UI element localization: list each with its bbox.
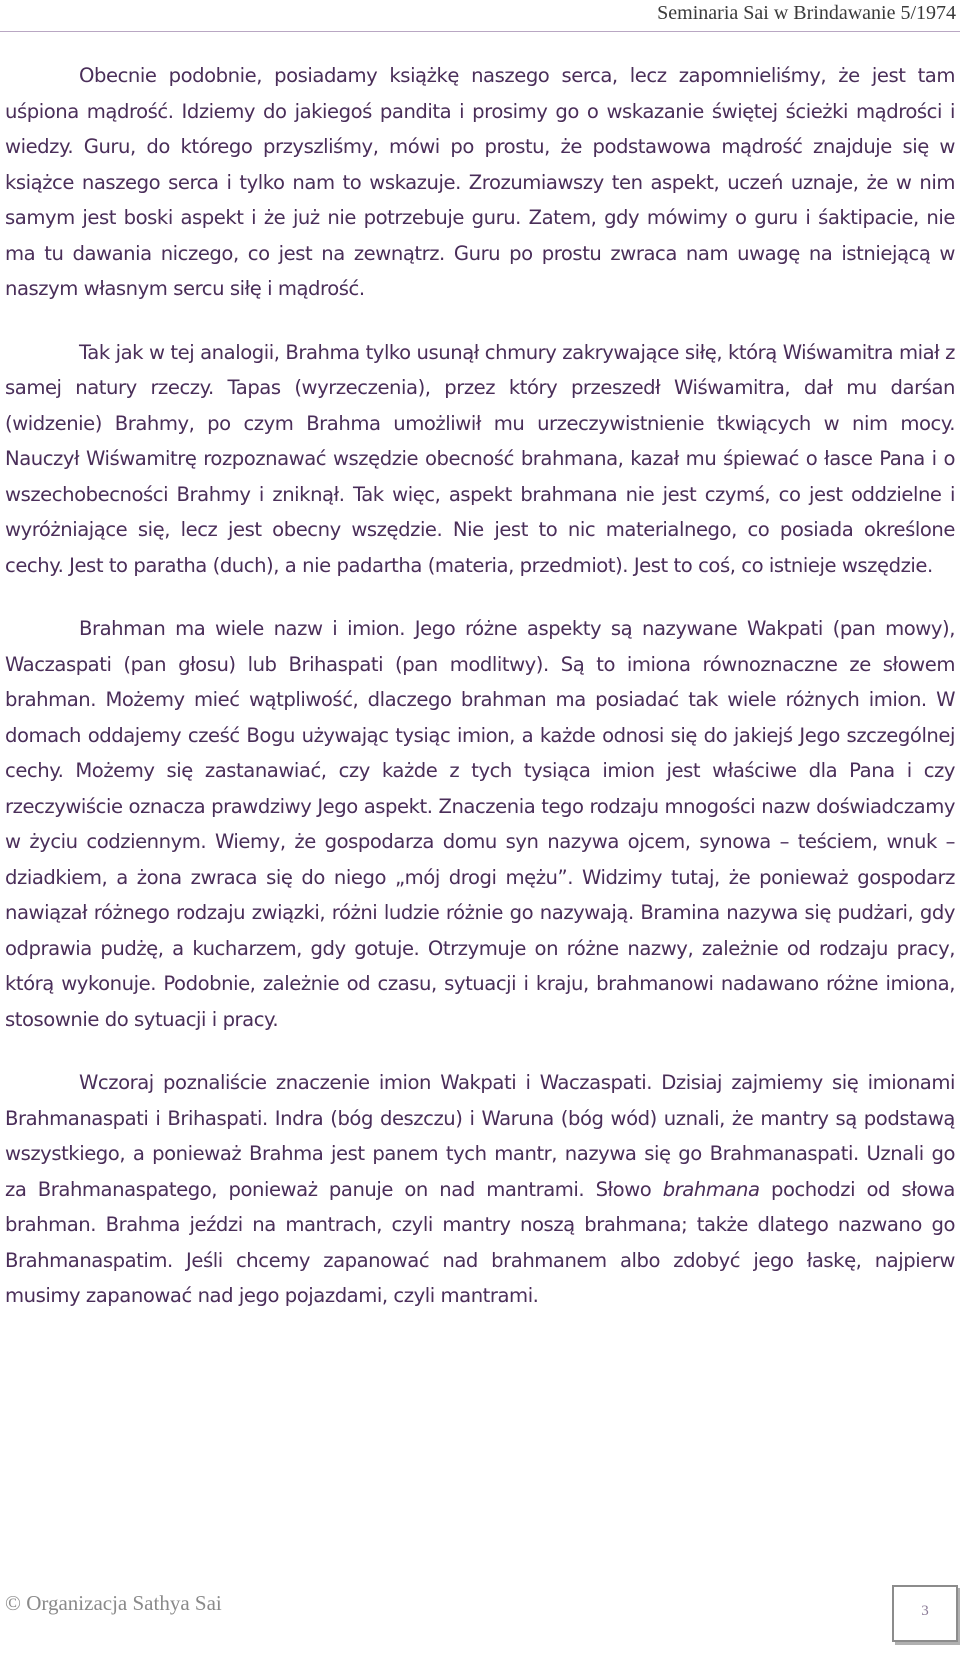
paragraph-3: Brahman ma wiele nazw i imion. Jego różne aspekty są nazywane Wakpati (pan mowy), Waczaspati (pan głosu) lub Brihaspati (pan modlitwy). Są to imiona równoznaczne ze słowem brahman. Możemy mieć wątpliwość, dlaczego brahman ma posiadać tak wiele różnych imion. W domach oddajemy cześć Bogu używając tysiąc imion, a każde odnosi się do jakiejś Jego szczególnej cechy. Możemy się zastanawiać, czy każde z tych tysiąca imion jest właściwe dla Pana i czy rzeczywiście oznacza prawdziwy Jego aspekt. Znaczenia tego rodzaju mnogości nazw doświadczamy w życiu codziennym. Wiemy, że gospodarza domu syn nazywa ojcem, synowa – teściem, wnuk – dziadkiem, a żona zwraca się do niego „mój drogi mężu”. Widzimy tutaj, że ponieważ gospodarz nawiązał różnego rodzaju związki, różni ludzie różnie go nazywają. Bramina nazywa się pudżari, gdy odprawia pudżę, a kucharzem, gdy gotuje. Otrzymuje on różne nazwy, zależnie od rodzaju pracy, którą wykonuje. Podobnie, zależnie od czasu, sytuacji i kraju, brahmanowi nadawano różne imiona, stosownie do sytuacji i pracy. — [5, 617, 955, 1031]
footer-copyright: © Organizacja Sathya Sai — [5, 1591, 222, 1615]
paragraph-4-text-start: Wczoraj poznaliście znaczenie imion Wakpati i Waczaspati. Dzisiaj zajmiemy się imionami Brahmanaspati i Brihaspati. Indra (bóg deszczu) i Waruna (bóg wód) uznali, że mantry są podstawą wszystkiego, a ponieważ Brahma jest panem tych mantr, nazywa się go Brahmanaspati. Uznali go za Brahmanaspatego, ponieważ panuje on nad mantrami. Słowo — [5, 1071, 955, 1201]
paragraph-4-text-end: pochodzi od słowa brahman. Brahma jeździ na mantrach, czyli mantry noszą brahmana; także dlatego nazwano go Brahmanaspatim. Jeśli chcemy zapanować nad brahmanem albo zdobyć jego łaskę, najpierw musimy zapanować nad jego pojazdami, czyli mantrami. — [5, 1177, 955, 1307]
paragraph-4 — [5, 1065, 955, 1314]
paragraph-1: Obecnie podobnie, posiadamy książkę naszego serca, lecz zapomnieliśmy, że jest tam uśpiona mądrość. Idziemy do jakiegoś pandita i prosimy go o wskazanie świętej ścieżki mądrości i wiedzy. Guru, do którego przyszliśmy, mówi po prostu, że podstawowa mądrość znajduje się w książce naszego serca i tylko nam to wskazuje. Zrozumiawszy ten aspekt, uczeń uznaje, że w nim samym jest boski aspekt i że już nie potrzebuje guru. Zatem, gdy mówimy o guru i śaktipacie, nie ma tu dawania niczego, co jest na zewnątrz. Guru po prostu zwraca nam uwagę na istniejącą w naszym własnym sercu siłę i mądrość. — [5, 64, 955, 300]
header-divider — [0, 31, 960, 32]
italic-term-brahmana: brahmana — [662, 1177, 760, 1201]
header-title: Seminaria Sai w Brindawanie 5/1974 — [657, 2, 956, 24]
page-number-box — [892, 1585, 958, 1642]
paragraph-2: Tak jak w tej analogii, Brahma tylko usunął chmury zakrywające siłę, którą Wiśwamitra miał z samej natury rzeczy. Tapas (wyrzeczenia), przez który przeszedł Wiśwamitra, dał mu darśan (widzenie) Brahmy, po czym Brahma umożliwił mu urzeczywistnienie tkwiących w nim mocy. Nauczył Wiśwamitrę rozpoznawać wszędzie obecność brahmana, kazał mu śpiewać o łasce Pana i o wszechobecności Brahmy i zniknął. Tak więc, aspekt brahmana nie jest czymś, co jest oddzielne i wyróżniające się, lecz jest obecny wszędzie. Nie jest to nic materialnego, co posiada określone cechy. Jest to paratha (duch), a nie padartha (materia, przedmiot). Jest to coś, co istnieje wszędzie. — [5, 340, 955, 577]
document-body — [5, 58, 955, 1342]
page-number: 3 — [921, 1603, 929, 1619]
page-header — [0, 0, 960, 34]
